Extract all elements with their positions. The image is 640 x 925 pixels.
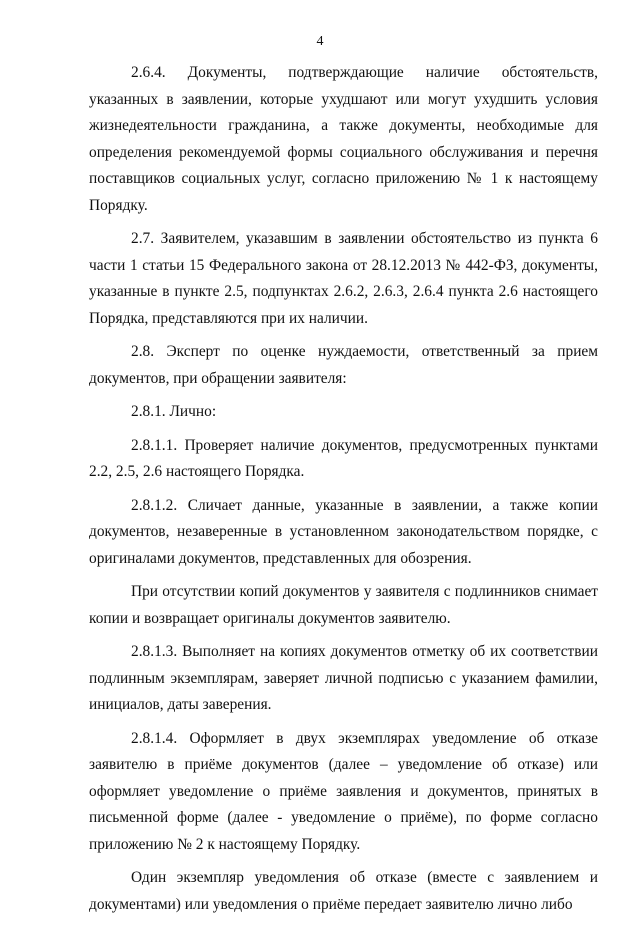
paragraph-2-8-1-2: 2.8.1.2. Сличает данные, указанные в заявлении, а также копии документов, незаверенные в установленном законодательством порядке, с оригиналами документов, представленных для обозрения. [89,496,598,567]
paragraph-2-8-1-4: 2.8.1.4. Оформляет в двух экземплярах уведомление об отказе заявителю в приёме документов (далее – уведомление об отказе) или оформляет уведомление о приёме заявления и документов, принятых в письменной форме (далее - уведомление о приёме), по форме согласно приложению № 2 к настоящему Порядку. [89,729,598,853]
paragraph-2-8-1-3: 2.8.1.3. Выполняет на копиях документов отметку об их соответствии подлинным экземплярам, заверяет личной подписью с указанием фамилии, инициалов, даты заверения. [89,643,598,713]
paragraph-2-8-1: 2.8.1. Лично: [131,403,217,420]
paragraph-copies-note: При отсутствии копий документов у заявителя с подлинников снимает копии и возвращает оригиналы документов заявителю. [89,583,598,627]
document-body [89,60,598,925]
paragraph-2-8: 2.8. Эксперт по оценке нуждаемости, ответственный за прием документов, при обращении заявителя: [89,343,598,387]
paragraph-2-8-1-1: 2.8.1.1. Проверяет наличие документов, предусмотренных пунктами 2.2, 2.5, 2.6 настоящего Порядка. [89,436,598,480]
page-number: 4 [316,34,324,49]
paragraph-2-7: 2.7. Заявителем, указавшим в заявлении обстоятельство из пункта 6 части 1 статьи 15 Федерального закона от 28.12.2013 № 442-ФЗ, документы, указанные в пункте 2.5, подпунктах 2.6.2, 2.6.3, 2.6.4 пункта 2.6 настоящего Порядка, представляются при их наличии. [89,230,598,327]
paragraph-notice-copy: Один экземпляр уведомления об отказе (вместе с заявлением и документами) или уведомления о приёме передает заявителю лично либо [89,869,598,913]
paragraph-2-6-4: 2.6.4. Документы, подтверждающие наличие обстоятельств, указанных в заявлении, которые ухудшают или могут ухудшить условия жизнедеятельности гражданина, а также документы, необходимые для определения рекомендуемой формы социального обслуживания и перечня поставщиков социальных услуг, согласно приложению № 1 к настоящему Порядку. [89,64,598,214]
